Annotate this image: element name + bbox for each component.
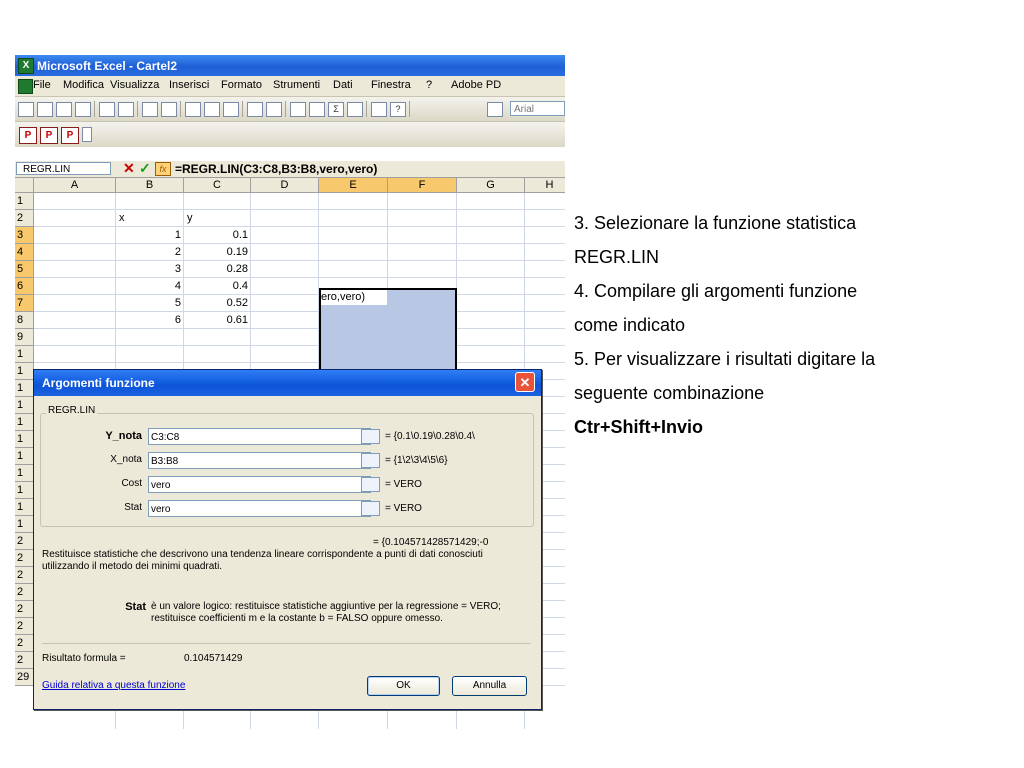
research-icon[interactable]	[161, 102, 177, 117]
menu-inserisci[interactable]: Inserisci	[169, 79, 210, 91]
row-header-4[interactable]: 4	[15, 244, 34, 261]
cell-b6[interactable]: 4	[174, 280, 181, 292]
save-icon[interactable]	[56, 102, 72, 117]
arg-input-cost[interactable]: vero	[148, 476, 371, 493]
cell-b5[interactable]: 3	[174, 263, 181, 275]
arg-label-y-nota: Y_nota	[105, 430, 142, 442]
enter-formula-icon[interactable]: ✓	[139, 160, 151, 176]
menu-visualizza[interactable]: Visualizza	[110, 79, 160, 91]
row-header-9[interactable]: 9	[15, 329, 34, 346]
column-header-h[interactable]: H	[525, 178, 565, 193]
name-box[interactable]: REGR.LIN	[16, 162, 111, 175]
arg-input-y-nota[interactable]: C3:C8	[148, 428, 371, 445]
arg-label-stat: Stat	[124, 502, 142, 513]
row-header-23[interactable]: 2	[15, 567, 34, 584]
redo-icon[interactable]	[266, 102, 282, 117]
row-header-3[interactable]: 3	[15, 227, 34, 244]
row-header-5[interactable]: 5	[15, 261, 34, 278]
column-header-d[interactable]: D	[251, 178, 319, 193]
argument-help-name: Stat	[125, 601, 146, 613]
instruction-step-4-cont: come indicato	[574, 315, 686, 335]
arg-result-y-nota: = {0.1\0.19\0.28\0.4\	[385, 431, 475, 442]
close-icon[interactable]: ✕	[515, 372, 535, 392]
title-bar	[15, 55, 565, 76]
pdf-toolbar	[15, 122, 565, 147]
autosum-icon[interactable]: Σ	[328, 102, 344, 117]
group-label: REGR.LIN	[48, 405, 96, 416]
arg-label-cost: Cost	[121, 478, 142, 489]
cell-c3[interactable]: 0.1	[232, 229, 248, 241]
row-header-14[interactable]: 1	[15, 414, 34, 431]
active-cell-text: ero,vero)	[321, 291, 366, 303]
arg-input-x-nota[interactable]: B3:B8	[148, 452, 371, 469]
menu-modifica[interactable]: Modifica	[63, 79, 104, 91]
instructions	[574, 206, 1014, 444]
window-title: Microsoft Excel - Cartel2	[37, 59, 178, 73]
cell-c8[interactable]: 0.61	[226, 314, 248, 326]
row-header-16[interactable]: 1	[15, 448, 34, 465]
row-header-11[interactable]: 1	[15, 363, 34, 380]
result-label: Risultato formula =	[42, 653, 126, 664]
column-header-f[interactable]: F	[388, 178, 457, 193]
format-painter-icon[interactable]	[223, 102, 239, 117]
key-combination: Ctr+Shift+Invio	[574, 417, 704, 437]
row-header-20[interactable]: 1	[15, 516, 34, 533]
column-header-c[interactable]: C	[184, 178, 251, 193]
function-description: Restituisce statistiche che descrivono una tendenza lineare corrispondente a punti di dati conosciuti utilizzando il metodo dei minimi quadrati.	[42, 549, 483, 572]
instruction-step-4: 4. Compilare gli argomenti funzione	[574, 281, 858, 301]
toolbar-options-icon[interactable]	[487, 102, 503, 117]
instruction-step-3-function: REGR.LIN	[574, 247, 660, 267]
ok-button[interactable]: OK	[367, 676, 440, 696]
row-header-27[interactable]: 2	[15, 635, 34, 652]
arg-label-x-nota: X_nota	[110, 454, 142, 465]
row-header-21[interactable]: 2	[15, 533, 34, 550]
row-header-13[interactable]: 1	[15, 397, 34, 414]
formula-result-preview: = {0.104571428571429;-0	[373, 537, 489, 548]
row-header-22[interactable]: 2	[15, 550, 34, 567]
arg-result-x-nota: = {1\2\3\4\5\6}	[385, 455, 448, 466]
menu-help[interactable]: ?	[426, 79, 433, 91]
help-icon[interactable]: ?	[390, 102, 406, 117]
print-preview-icon[interactable]	[118, 102, 134, 117]
function-arguments-dialog	[33, 369, 542, 710]
pdf-review-icon[interactable]: P	[61, 127, 79, 144]
arg-result-cost: = VERO	[385, 479, 422, 490]
hyperlink-icon[interactable]	[290, 102, 306, 117]
formula-bar	[15, 161, 565, 178]
collapse-dialog-icon[interactable]	[361, 477, 380, 492]
select-all-corner[interactable]	[15, 178, 34, 193]
column-header-e[interactable]: E	[319, 178, 388, 193]
cell-c4[interactable]: 0.19	[226, 246, 248, 258]
row-header-12[interactable]: 1	[15, 380, 34, 397]
collapse-dialog-icon[interactable]	[361, 429, 380, 444]
instruction-step-3: 3. Selezionare la funzione statistica	[574, 213, 857, 233]
undo-icon[interactable]	[247, 102, 263, 117]
menu-adobe[interactable]: Adobe PD	[451, 79, 502, 91]
arg-input-stat[interactable]: vero	[148, 500, 371, 517]
divider	[42, 643, 531, 644]
insert-function-icon[interactable]: fx	[155, 162, 171, 176]
column-header-a[interactable]: A	[34, 178, 116, 193]
row-header-29[interactable]: 29	[15, 669, 34, 686]
cell-b2[interactable]: x	[119, 212, 125, 224]
font-name-box[interactable]: Arial	[510, 101, 565, 116]
toolbar-chevron-icon[interactable]	[82, 127, 92, 142]
column-header-g[interactable]: G	[457, 178, 525, 193]
menu-file[interactable]: File	[33, 79, 51, 91]
row-header-15[interactable]: 1	[15, 431, 34, 448]
row-header-6[interactable]: 6	[15, 278, 34, 295]
row-header-10[interactable]: 1	[15, 346, 34, 363]
cell-b3[interactable]: 1	[174, 229, 181, 241]
dialog-title: Argomenti funzione	[42, 376, 155, 390]
instruction-step-5-cont: seguente combinazione	[574, 383, 765, 403]
argument-help-text: è un valore logico: restituisce statistiche aggiuntive per la regressione = VERO; restituisce coefficienti m e la costante b = FALSO oppure omesso.	[151, 601, 501, 624]
menu-formato[interactable]: Formato	[221, 79, 262, 91]
column-header-b[interactable]: B	[116, 178, 184, 193]
cell-c6[interactable]: 0.4	[232, 280, 248, 292]
row-header-18[interactable]: 1	[15, 482, 34, 499]
pdf-create-icon[interactable]: P	[19, 127, 37, 144]
pdf-email-icon[interactable]: P	[40, 127, 58, 144]
cancel-formula-icon[interactable]: ✕	[123, 160, 135, 176]
menu-strumenti[interactable]: Strumenti	[273, 79, 321, 91]
copy-icon[interactable]	[185, 102, 201, 117]
formula-text[interactable]: =REGR.LIN(C3:C8,B3:B8,vero,vero)	[175, 162, 378, 176]
row-header-24[interactable]: 2	[15, 584, 34, 601]
row-header-28[interactable]: 2	[15, 652, 34, 669]
row-header-26[interactable]: 2	[15, 618, 34, 635]
spelling-icon[interactable]	[142, 102, 158, 117]
cell-b7[interactable]: 5	[174, 297, 181, 309]
excel-app-icon: X	[18, 58, 34, 74]
cell-c7[interactable]: 0.52	[226, 297, 248, 309]
row-header-8[interactable]: 8	[15, 312, 34, 329]
open-folder-icon[interactable]	[37, 102, 53, 117]
new-document-icon[interactable]	[18, 102, 34, 117]
cell-b4[interactable]: 2	[174, 246, 181, 258]
row-header-7[interactable]: 7	[15, 295, 34, 312]
print-icon[interactable]	[99, 102, 115, 117]
result-value: 0.104571429	[184, 653, 243, 664]
permission-icon[interactable]	[75, 102, 91, 117]
help-link[interactable]: Guida relativa a questa funzione	[42, 680, 186, 691]
instruction-step-5: 5. Per visualizzare i risultati digitare la	[574, 349, 876, 369]
sort-ascending-icon[interactable]	[347, 102, 363, 117]
paste-icon[interactable]	[204, 102, 220, 117]
collapse-dialog-icon[interactable]	[361, 453, 380, 468]
cell-c2[interactable]: y	[187, 212, 193, 224]
workbook-icon[interactable]	[18, 79, 33, 94]
collapse-dialog-icon[interactable]	[361, 501, 380, 516]
standard-toolbar	[15, 97, 565, 122]
menu-dati[interactable]: Dati	[333, 79, 353, 91]
row-header-2[interactable]: 2	[15, 210, 34, 227]
cancel-button[interactable]: Annulla	[452, 676, 527, 696]
cell-c5[interactable]: 0.28	[226, 263, 248, 275]
menu-bar	[15, 76, 565, 97]
row-header-19[interactable]: 1	[15, 499, 34, 516]
row-header-17[interactable]: 1	[15, 465, 34, 482]
menu-finestra[interactable]: Finestra	[371, 79, 411, 91]
ink-icon[interactable]	[309, 102, 325, 117]
arg-result-stat: = VERO	[385, 503, 422, 514]
chart-wizard-icon[interactable]	[371, 102, 387, 117]
row-header-1[interactable]: 1	[15, 193, 34, 210]
row-header-25[interactable]: 2	[15, 601, 34, 618]
dialog-title-bar	[34, 370, 541, 396]
cell-b8[interactable]: 6	[174, 314, 181, 326]
